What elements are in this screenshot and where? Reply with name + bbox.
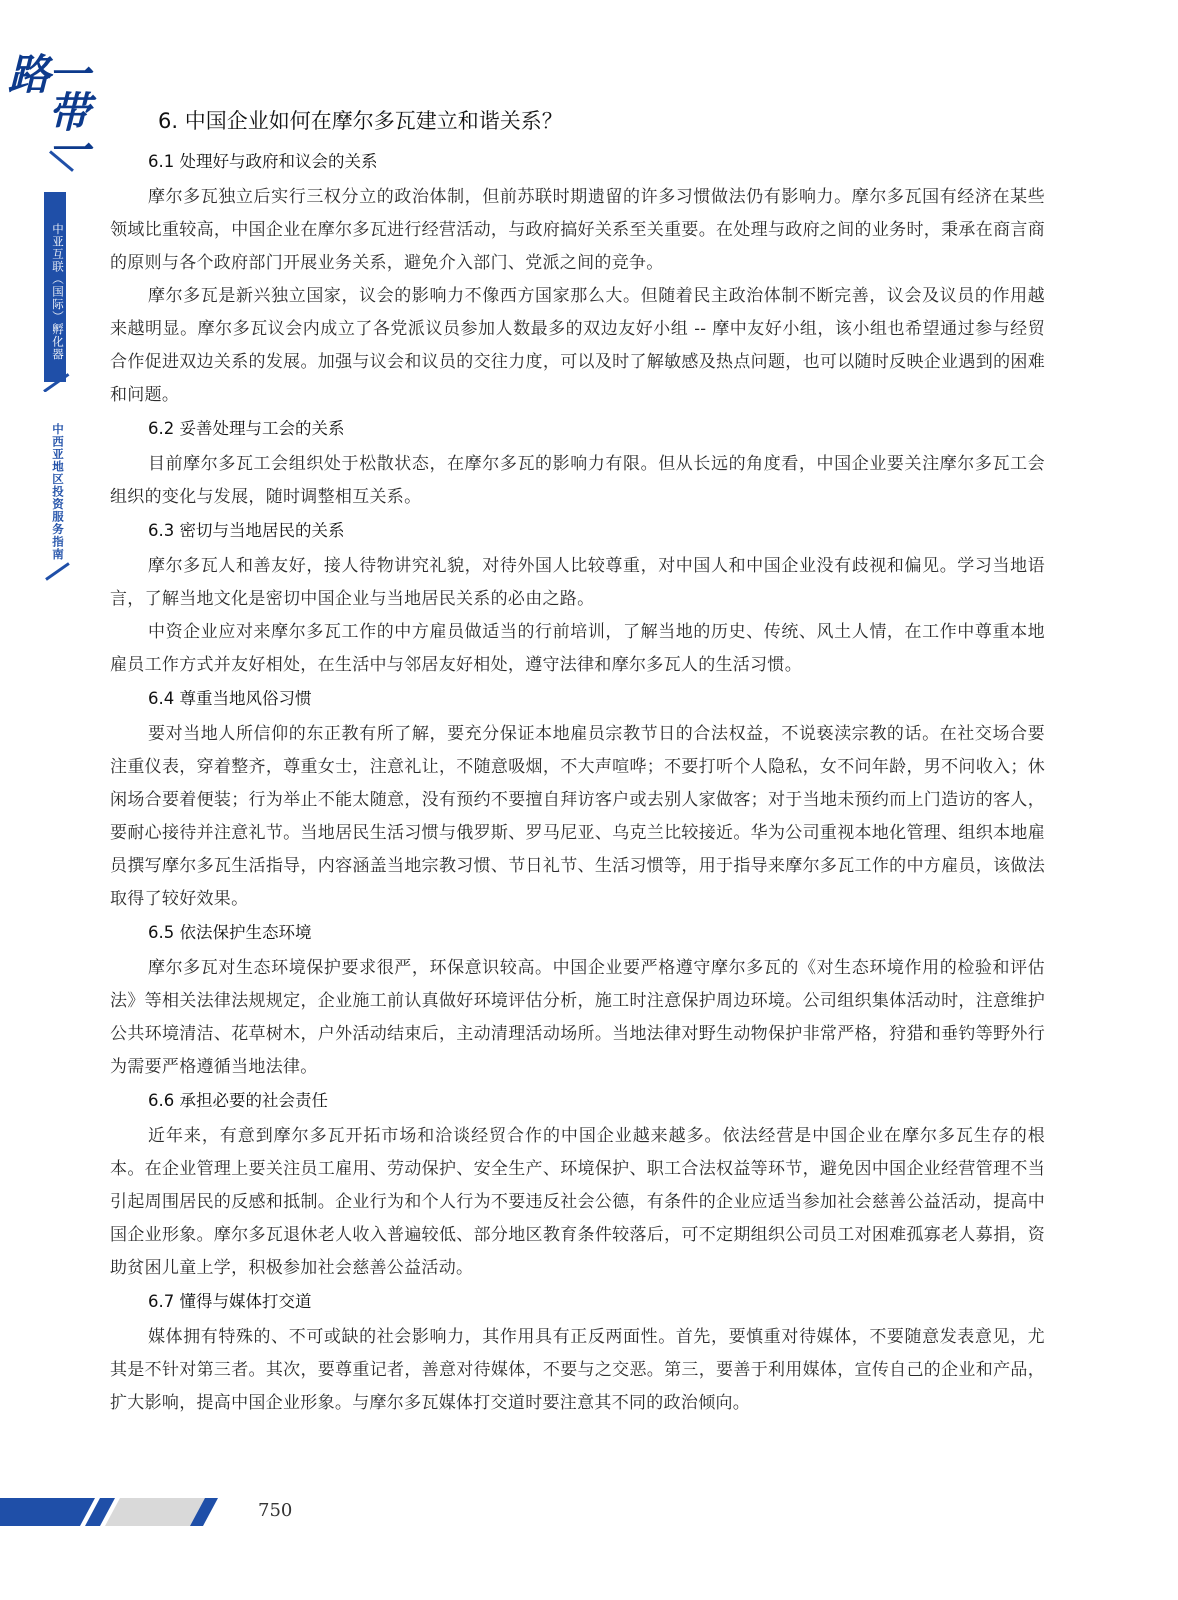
- section-heading: 6.3 密切与当地居民的关系: [148, 521, 345, 540]
- section-6-6: [110, 1086, 1045, 1285]
- paragraph: 目前摩尔多瓦工会组织处于松散状态，在摩尔多瓦的影响力有限。但从长远的角度看，中国企业要关注摩尔多瓦工会组织的变化与发展，随时调整相互关系。: [110, 454, 1045, 507]
- paragraph: 摩尔多瓦人和善友好，接人待物讲究礼貌，对待外国人比较尊重，对中国人和中国企业没有歧视和偏见。学习当地语言，了解当地文化是密切中国企业与当地居民关系的必由之路。: [110, 556, 1045, 609]
- section-6-3: [110, 516, 1045, 682]
- section-6-5: [110, 918, 1045, 1084]
- section-6-1: [110, 147, 1045, 412]
- section-heading: 6.5 依法保护生态环境: [148, 923, 312, 942]
- page-content: [110, 105, 1045, 1422]
- section-heading: 6.4 尊重当地风俗习惯: [148, 689, 312, 708]
- paragraph: 中资企业应对来摩尔多瓦工作的中方雇员做适当的行前培训，了解当地的历史、传统、风土人情，在工作中尊重本地雇员工作方式并友好相处，在生活中与邻居友好相处，遵守法律和摩尔多瓦人的生活习惯。: [110, 622, 1045, 675]
- paragraph: 要对当地人所信仰的东正教有所了解，要充分保证本地雇员宗教节日的合法权益，不说亵渎宗教的话。在社交场合要注重仪表，穿着整齐，尊重女士，注意礼让，不随意吸烟，不大声喧哗；不要打听个人隐私，女不问年龄，男不问收入；休闲场合要着便装；行为举止不能太随意，没有预约不要擅自拜访客户或去别人家做客；对于当地未预约而上门造访的客人，要耐心接待并注意礼节。当地居民生活习惯与俄罗斯、罗马尼亚、乌克兰比较接近。华为公司重视本地化管理、组织本地雇员撰写摩尔多瓦生活指导，内容涵盖当地宗教习惯、节日礼节、生活习惯等，用于指导来摩尔多瓦工作的中方雇员，该做法取得了较好效果。: [110, 724, 1045, 909]
- footer-stripe-decoration: [0, 1490, 220, 1534]
- section-6-2: [110, 414, 1045, 514]
- section-6-7: [110, 1287, 1045, 1420]
- section-heading: 6.7 懂得与媒体打交道: [148, 1292, 312, 1311]
- paragraph: 摩尔多瓦独立后实行三权分立的政治体制，但前苏联时期遗留的许多习惯做法仍有影响力。摩尔多瓦国有经济在某些领域比重较高，中国企业在摩尔多瓦进行经营活动，与政府搞好关系至关重要。在处理与政府之间的业务时，秉承在商言商的原则与各个政府部门开展业务关系，避免介入部门、党派之间的竞争。: [110, 187, 1045, 273]
- section-6-4: [110, 684, 1045, 916]
- section-heading: 6.1 处理好与政府和议会的关系: [148, 152, 378, 171]
- section-heading: 6.6 承担必要的社会责任: [148, 1091, 328, 1110]
- paragraph: 摩尔多瓦对生态环境保护要求很严，环保意识较高。中国企业要严格遵守摩尔多瓦的《对生态环境作用的检验和评估法》等相关法律法规规定，企业施工前认真做好环境评估分析，施工时注意保护周边环境。公司组织集体活动时，注意维护公共环境清洁、花草树木，户外活动结束后，主动清理活动场所。当地法律对野生动物保护非常严格，狩猎和垂钓等野外行为需要严格遵循当地法律。: [110, 958, 1045, 1077]
- paragraph: 摩尔多瓦是新兴独立国家，议会的影响力不像西方国家那么大。但随着民主政治体制不断完善，议会及议员的作用越来越明显。摩尔多瓦议会内成立了各党派议员参加人数最多的双边友好小组 -- 摩中友好小组，该小组也希望通过参与经贸合作促进双边关系的发展。加强与议会和议员的交往力度，可以及时了解敏感及热点问题，也可以随时反映企业遇到的困难和问题。: [110, 286, 1045, 405]
- paragraph: 媒体拥有特殊的、不可或缺的社会影响力，其作用具有正反两面性。首先，要慎重对待媒体，不要随意发表意见，尤其是不针对第三者。其次，要尊重记者，善意对待媒体，不要与之交恶。第三，要善于利用媒体，宣传自己的企业和产品，扩大影响，提高中国企业形象。与摩尔多瓦媒体打交道时要注意其不同的政治倾向。: [110, 1327, 1045, 1413]
- page-number: 750: [258, 1500, 293, 1521]
- belt-road-logo: 一带一路: [2, 52, 91, 166]
- chapter-title: 6. 中国企业如何在摩尔多瓦建立和谐关系？: [158, 109, 563, 133]
- section-heading: 6.2 妥善处理与工会的关系: [148, 419, 345, 438]
- spine-label-guide: 中西亚地区投资服务指南: [44, 392, 66, 582]
- spine-label-incubator: 中亚互联（国际）孵化器: [44, 192, 66, 382]
- paragraph: 近年来，有意到摩尔多瓦开拓市场和洽谈经贸合作的中国企业越来越多。依法经营是中国企业在摩尔多瓦生存的根本。在企业管理上要关注员工雇用、劳动保护、安全生产、环境保护、职工合法权益等环节，避免因中国企业经营管理不当引起周围居民的反感和抵制。企业行为和个人行为不要违反社会公德，有条件的企业应适当参加社会慈善公益活动，提高中国企业形象。摩尔多瓦退休老人收入普遍较低、部分地区教育条件较落后，可不定期组织公司员工对困难孤寡老人募捐，资助贫困儿童上学，积极参加社会慈善公益活动。: [110, 1126, 1045, 1278]
